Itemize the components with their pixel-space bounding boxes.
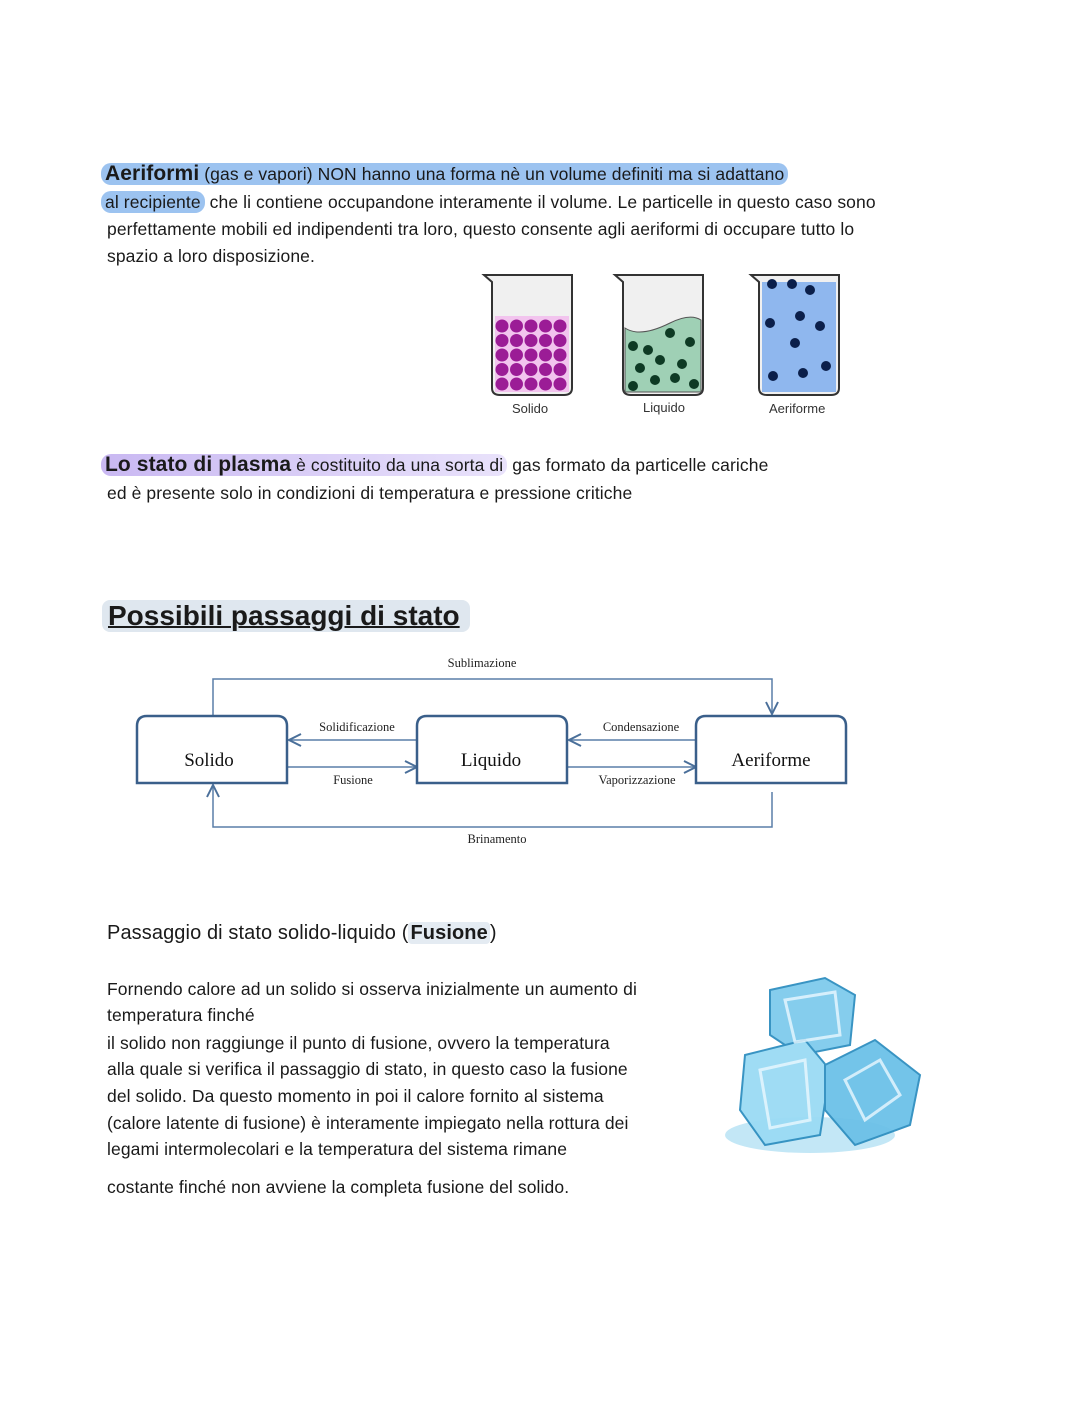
state-transitions-diagram	[0, 640, 1080, 860]
solid-particle	[525, 378, 538, 391]
section-heading: Possibili passaggi di stato	[102, 600, 470, 632]
aeriformi-line-4: spazio a loro disposizione.	[107, 246, 315, 266]
fusione-line: del solido. Da questo momento in poi il calore fornito al sistema	[107, 1086, 604, 1106]
solid-particle	[539, 334, 552, 347]
aeriformi-text: (gas e vapori) NON hanno una forma nè un volume definiti ma si adattano	[199, 164, 785, 184]
solid-particle	[554, 363, 567, 376]
beaker-label-aeriforme: Aeriforme	[769, 401, 826, 416]
fusione-line: il solido non raggiunge il punto di fusione, ovvero la temperatura	[107, 1033, 610, 1053]
solid-particle	[510, 349, 523, 362]
beakers-illustration	[470, 268, 860, 403]
ice-cubes-image	[715, 970, 930, 1165]
label-sublimazione: Sublimazione	[447, 656, 517, 670]
arrow-brinamento	[213, 785, 772, 827]
fusione-line: costante finché non avviene la completa fusione del solido.	[107, 1177, 570, 1197]
solid-particle	[554, 334, 567, 347]
solid-particle	[539, 363, 552, 376]
label-condensazione: Condensazione	[602, 720, 680, 734]
plasma-line-2: ed è presente solo in condizioni di temperatura e pressione critiche	[107, 483, 633, 503]
solid-particle	[554, 320, 567, 333]
label-fusione: Fusione	[333, 773, 373, 787]
state-liquido: Liquido	[460, 750, 522, 771]
solid-particle	[496, 320, 509, 333]
fusione-line: alla quale si verifica il passaggio di stato, in questo caso la fusione	[107, 1059, 628, 1079]
solid-particle	[496, 349, 509, 362]
fusione-line: temperatura finché	[107, 1005, 255, 1025]
solid-particle	[525, 320, 538, 333]
fusione-heading-bold: Fusione	[410, 922, 488, 944]
solid-particle	[510, 378, 523, 391]
solid-particle	[496, 334, 509, 347]
solid-particle	[510, 320, 523, 333]
plasma-text: gas formato da particelle cariche	[507, 455, 769, 475]
aeriformi-highlight	[101, 163, 788, 185]
beaker-label-solido: Solido	[512, 401, 549, 416]
paren-open: (	[401, 922, 409, 944]
state-aeriforme: Aeriforme	[731, 750, 811, 771]
aeriformi-title: Aeriformi	[105, 162, 200, 185]
solid-particle	[525, 349, 538, 362]
solid-particle	[496, 378, 509, 391]
fusione-line: Fornendo calore ad un solido si osserva inizialmente un aumento di	[107, 979, 637, 999]
beaker-liquido	[615, 275, 703, 395]
fusione-heading-text: Passaggio di stato solido-liquido	[107, 922, 402, 944]
plasma-line-1	[107, 453, 768, 477]
label-vaporizzazione: Vaporizzazione	[598, 773, 676, 787]
solid-particle	[539, 349, 552, 362]
solid-particle	[510, 363, 523, 376]
state-solido: Solido	[184, 750, 234, 771]
aeriformi-line-1	[107, 162, 788, 186]
solid-particle	[554, 378, 567, 391]
aeriformi-line-3: perfettamente mobili ed indipendenti tra loro, questo consente agli aeriformi di occupare tutto lo	[107, 219, 855, 239]
beaker-aeriforme	[751, 275, 839, 395]
plasma-title: Lo stato di plasma	[105, 453, 292, 476]
solid-particle	[554, 349, 567, 362]
aeriformi-line-2	[107, 192, 876, 213]
solid-particle	[510, 334, 523, 347]
fusione-heading	[107, 922, 497, 945]
arrow-sublimazione	[213, 679, 772, 716]
label-brinamento: Brinamento	[467, 832, 527, 846]
beaker-label-liquido: Liquido	[643, 400, 685, 415]
paren-close: )	[489, 922, 497, 944]
solid-particle	[496, 363, 509, 376]
aeriformi-text: che li contiene occupandone interamente il volume. Le particelle in questo caso sono	[204, 192, 876, 212]
label-solidificazione: Solidificazione	[319, 720, 395, 734]
plasma-text: è costituito da una sorta di	[291, 455, 504, 475]
beaker-solido	[484, 275, 572, 395]
fusione-line: (calore latente di fusione) è interamente impiegato nella rottura dei	[107, 1113, 629, 1133]
solid-particle	[525, 334, 538, 347]
recipiente-highlight: al recipiente	[101, 191, 205, 213]
plasma-highlight	[101, 454, 507, 476]
solid-particle	[539, 320, 552, 333]
solid-particle	[525, 363, 538, 376]
fusione-line: legami intermolecolari e la temperatura del sistema rimane	[107, 1139, 568, 1159]
solid-particle	[539, 378, 552, 391]
